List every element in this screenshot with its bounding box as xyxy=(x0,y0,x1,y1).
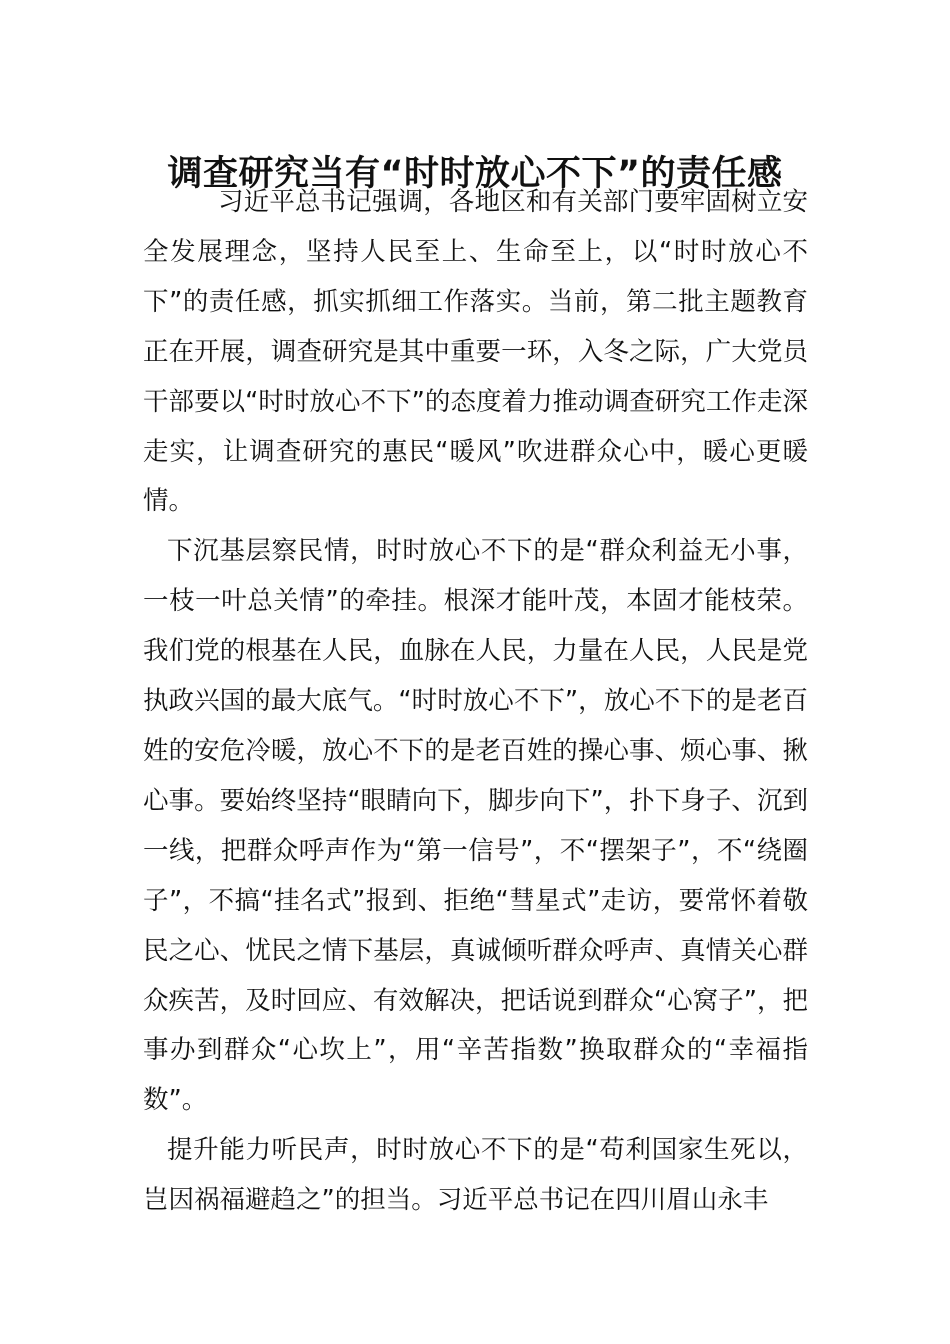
document-title: 调查研究当有“时时放心不下”的责任感 xyxy=(167,154,783,195)
paragraph-grassroots: 下沉基层察民情，时时放心不下的是“群众利益无小事，一枝一叶总关情”的牵挂。根深才能叶茂，本固才能枝荣。我们党的根基在人民，血脉在人民，力量在人民，人民是党执政兴国的最大底气。“时时放心不下”，放心不下的是老百姓的安危冷暖，放心不下的是老百姓的操心事、烦心事、揪心事。要始终坚持“眼睛向下，脚步向下”，扑下身子、沉到一线，把群众呼声作为“第一信号”，不“摆架子”，不“绕圈子”，不搞“挂名式”报到、拒绝“彗星式”走访，要常怀着敬民之心、忧民之情下基层，真诚倾听群众呼声、真情关心群众疾苦，及时回应、有效解决，把话说到群众“心窝子”，把事办到群众“心坎上”，用“辛苦指数”换取群众的“幸福指数”。 xyxy=(143,536,808,1116)
document-body xyxy=(143,178,808,1226)
paragraph-capability: 提升能力听民声，时时放心不下的是“苟利国家生死以，岂因祸福避趋之”的担当。习近平总书记在四川眉山永丰 xyxy=(143,1135,808,1216)
paragraph-intro: 习近平总书记强调，各地区和有关部门要牢固树立安全发展理念，坚持人民至上、生命至上，以“时时放心不下”的责任感，抓实抓细工作落实。当前，第二批主题教育正在开展，调查研究是其中重要一环，入冬之际，广大党员干部要以“时时放心不下”的态度着力推动调查研究工作走深走实，让调查研究的惠民“暖风”吹进群众心中，暖心更暖情。 xyxy=(143,187,808,517)
